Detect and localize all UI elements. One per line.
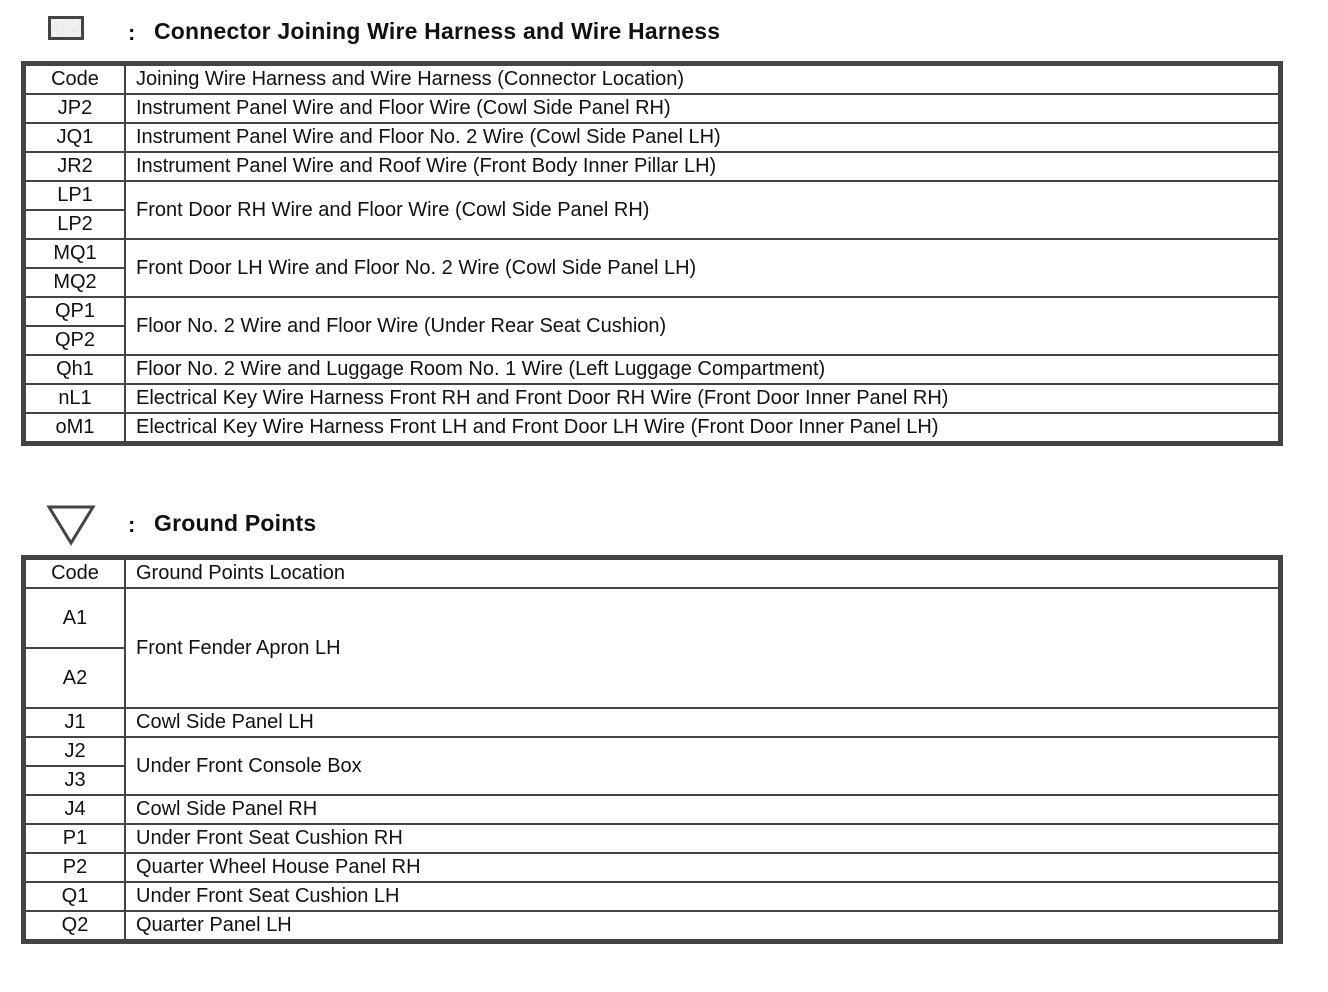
table-row [25, 355, 1279, 384]
location-cell: Instrument Panel Wire and Floor No. 2 Wire (Cowl Side Panel LH) [125, 123, 1279, 152]
table-row [25, 853, 1279, 882]
location-cell: Quarter Panel LH [125, 911, 1279, 940]
code-cell: LP2 [25, 210, 125, 239]
code-cell: QP2 [25, 326, 125, 355]
table-header-row [25, 65, 1279, 94]
location-cell: Under Front Seat Cushion RH [125, 824, 1279, 853]
heading-colon: : [128, 20, 136, 45]
ground-section-heading [24, 504, 1280, 544]
code-cell: J3 [25, 766, 125, 795]
code-cell: J1 [25, 708, 125, 737]
code-cell: oM1 [25, 413, 125, 442]
table-row [25, 181, 1279, 210]
table-row [25, 737, 1279, 766]
location-cell: Electrical Key Wire Harness Front LH and Front Door LH Wire (Front Door Inner Panel LH) [125, 413, 1279, 442]
code-cell: MQ1 [25, 239, 125, 268]
code-cell: A2 [25, 648, 125, 708]
location-cell: Front Door LH Wire and Floor No. 2 Wire (Cowl Side Panel LH) [125, 239, 1279, 297]
table-row [25, 708, 1279, 737]
ground-table [24, 558, 1280, 941]
code-cell: P1 [25, 824, 125, 853]
location-cell: Instrument Panel Wire and Roof Wire (Front Body Inner Pillar LH) [125, 152, 1279, 181]
code-cell: nL1 [25, 384, 125, 413]
table-header-row [25, 559, 1279, 588]
code-cell: QP1 [25, 297, 125, 326]
location-cell: Front Door RH Wire and Floor Wire (Cowl Side Panel RH) [125, 181, 1279, 239]
table-row [25, 795, 1279, 824]
table-row [25, 588, 1279, 648]
code-cell: J4 [25, 795, 125, 824]
heading-colon: : [128, 512, 136, 537]
table-row [25, 94, 1279, 123]
code-column-header: Code [25, 559, 125, 588]
location-cell: Under Front Console Box [125, 737, 1279, 795]
code-cell: Q1 [25, 882, 125, 911]
code-cell: JP2 [25, 94, 125, 123]
table-row [25, 297, 1279, 326]
code-cell: Q2 [25, 911, 125, 940]
code-cell: J2 [25, 737, 125, 766]
code-cell: JQ1 [25, 123, 125, 152]
location-cell: Electrical Key Wire Harness Front RH and Front Door RH Wire (Front Door Inner Panel RH) [125, 384, 1279, 413]
code-cell: LP1 [25, 181, 125, 210]
code-cell: A1 [25, 588, 125, 648]
table-row [25, 882, 1279, 911]
connector-section-title: Connector Joining Wire Harness and Wire Harness [154, 18, 721, 44]
table-row [25, 384, 1279, 413]
location-cell: Floor No. 2 Wire and Floor Wire (Under Rear Seat Cushion) [125, 297, 1279, 355]
location-cell: Instrument Panel Wire and Floor Wire (Cowl Side Panel RH) [125, 94, 1279, 123]
location-cell: Cowl Side Panel LH [125, 708, 1279, 737]
table-row [25, 123, 1279, 152]
code-cell: Qh1 [25, 355, 125, 384]
rectangle-box-icon [48, 16, 84, 40]
table-row [25, 239, 1279, 268]
location-cell: Under Front Seat Cushion LH [125, 882, 1279, 911]
table-row [25, 824, 1279, 853]
location-cell: Quarter Wheel House Panel RH [125, 853, 1279, 882]
table-row [25, 152, 1279, 181]
down-triangle-icon [46, 504, 96, 546]
location-column-header: Ground Points Location [125, 559, 1279, 588]
table-row [25, 911, 1279, 940]
connector-table [24, 64, 1280, 443]
location-cell: Cowl Side Panel RH [125, 795, 1279, 824]
table-row [25, 413, 1279, 442]
code-column-header: Code [25, 65, 125, 94]
ground-section-title: Ground Points [154, 510, 317, 536]
location-column-header: Joining Wire Harness and Wire Harness (Connector Location) [125, 65, 1279, 94]
connector-section-heading [24, 12, 1280, 52]
location-cell: Floor No. 2 Wire and Luggage Room No. 1 Wire (Left Luggage Compartment) [125, 355, 1279, 384]
code-cell: JR2 [25, 152, 125, 181]
code-cell: P2 [25, 853, 125, 882]
code-cell: MQ2 [25, 268, 125, 297]
location-cell: Front Fender Apron LH [125, 588, 1279, 708]
